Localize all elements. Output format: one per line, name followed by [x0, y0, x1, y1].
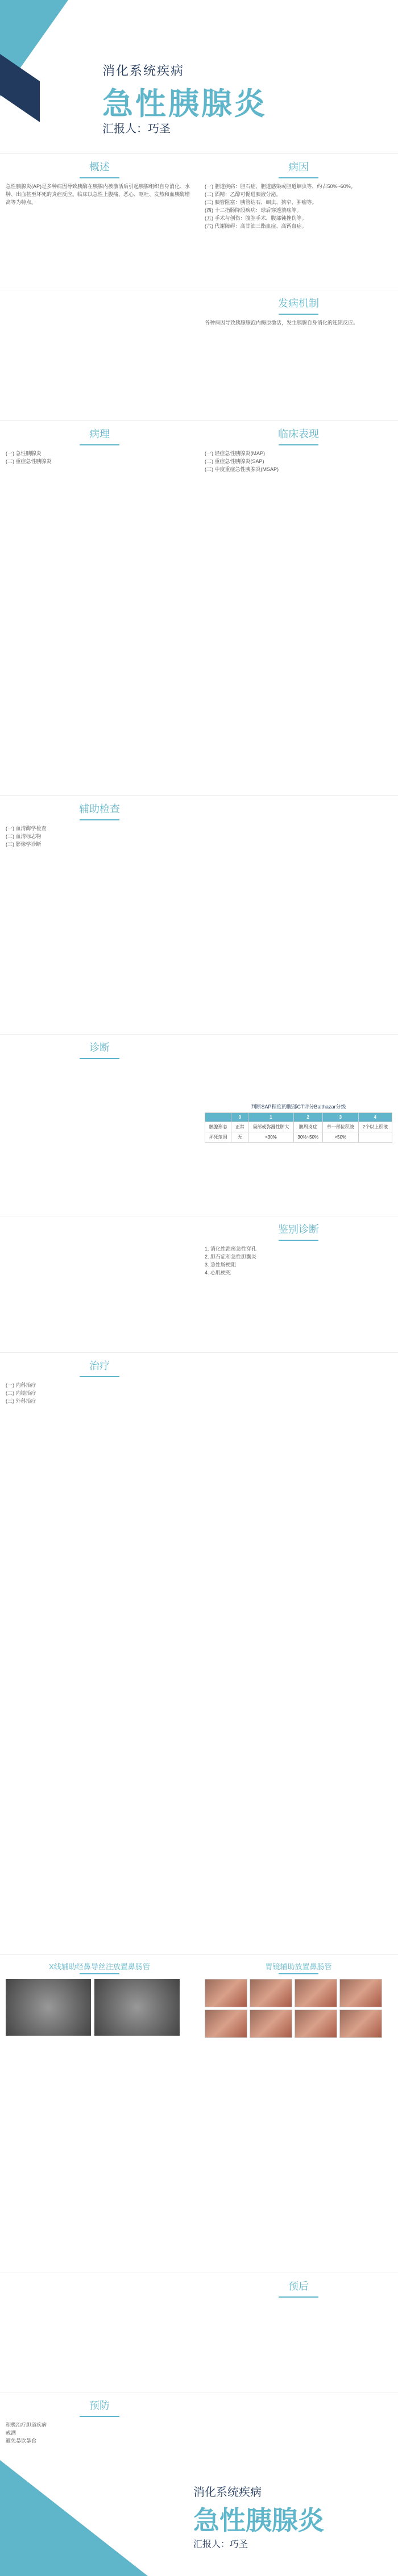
- diff-item: 3. 急性肠梗阻: [205, 1261, 237, 1268]
- table-row: [205, 1122, 392, 1132]
- end-subtitle: 消化系统疾病: [193, 2486, 262, 2499]
- section-title: 病理: [6, 427, 193, 445]
- pathology-item: (二) 重症急性胰腺炎: [6, 458, 52, 464]
- etiology-item: (三) 胰管阻塞：胰管结石、蛔虫、狭窄、肿瘤等。: [205, 199, 317, 205]
- table-cell: <30%: [248, 1132, 293, 1143]
- treatment-item: (三) 外科治疗: [6, 1398, 36, 1404]
- table-cell: 无: [231, 1132, 248, 1143]
- treatment-panel: [6, 1358, 193, 1406]
- pathology-panel: [6, 427, 193, 466]
- endoscopy-image: [250, 2010, 292, 2038]
- slide-treatment: [0, 1352, 398, 1523]
- exams-panel: [6, 802, 193, 849]
- table-cell: 胰周炎症: [293, 1122, 322, 1132]
- table-row: [205, 1132, 392, 1143]
- section-title: 预防: [6, 2398, 193, 2417]
- table-header: 1: [248, 1113, 293, 1122]
- treatment-item: (一) 内科治疗: [6, 1382, 36, 1388]
- prevention-item: 积极治疗胆道疾病: [6, 2421, 47, 2428]
- diagnosis-panel: [6, 1040, 193, 1064]
- differential-panel: [205, 1222, 392, 1277]
- image-caption: 胃镜辅助放置鼻肠管: [205, 1961, 392, 1974]
- xray-image: [94, 1979, 180, 2036]
- table-cell: 正常: [231, 1122, 248, 1132]
- exam-item: (二) 血清标志物: [6, 833, 42, 839]
- clinical-item: (三) 中度重症急性胰腺炎(MSAP): [205, 466, 279, 472]
- etiology-item: (五) 手术与创伤：腹腔手术、腹部钝挫伤等。: [205, 215, 307, 221]
- section-title: 病因: [205, 160, 392, 178]
- etiology-item: (六) 代谢障碍：高甘油三酯血症、高钙血症。: [205, 223, 307, 229]
- endoscopy-image: [205, 2010, 247, 2038]
- slide-prognosis: [0, 2273, 398, 2386]
- end-title: 急性胰腺炎: [193, 2506, 324, 2535]
- overview-text: 急性胰腺炎(AP)是多种病因导致胰酶在胰腺内被激活后引起胰腺组织自身消化、水肿、出血甚至坏死的炎症反应。临床以急性上腹痛、恶心、呕吐、发热和血胰酶增高等为特点。: [6, 183, 190, 205]
- mechanism-text: 各种病因导致胰腺腺泡内酶原激活，发生胰腺自身消化的连锁反应。: [205, 319, 359, 326]
- prevention-panel: [6, 2398, 193, 2445]
- slide-pathology: [0, 420, 398, 591]
- endoscopy-image: [295, 2010, 337, 2038]
- slide-differential: [0, 1216, 398, 1347]
- end-slide: [0, 2460, 398, 2576]
- clinical-item: (二) 重症急性胰腺炎(SAP): [205, 458, 264, 464]
- xray-image: [6, 1979, 91, 2036]
- cover-subtitle: 消化系统疾病: [102, 64, 185, 78]
- balthazar-table-wrap: [205, 1103, 392, 1143]
- table-cell: 30%~50%: [293, 1132, 322, 1143]
- table-header: 4: [358, 1113, 392, 1122]
- slide-images: [0, 1954, 398, 2057]
- table-cell: [358, 1132, 392, 1143]
- section-title: 治疗: [6, 1358, 193, 1377]
- image-panel-left: [6, 1961, 193, 2036]
- slide-mechanism: [0, 290, 398, 415]
- clinical-item: (一) 轻症急性胰腺炎(MAP): [205, 450, 265, 456]
- section-title: 诊断: [6, 1040, 193, 1059]
- endoscopy-image: [339, 2010, 382, 2038]
- end-decoration: [0, 2460, 148, 2576]
- table-header: 2: [293, 1113, 322, 1122]
- section-title: 临床表现: [205, 427, 392, 445]
- table-cell: 单一部位积液: [322, 1122, 358, 1132]
- endoscopy-image: [339, 1979, 382, 2007]
- endoscopy-image: [295, 1979, 337, 2007]
- section-title: 预后: [205, 2279, 392, 2298]
- slide-diagnosis: [0, 1034, 398, 1204]
- table-header: 0: [231, 1113, 248, 1122]
- diff-item: 1. 消化性溃疡急性穿孔: [205, 1245, 257, 1252]
- mechanism-panel: [205, 296, 392, 327]
- cover-author: 汇报人：巧圣: [102, 123, 171, 135]
- etiology-panel: [205, 160, 392, 231]
- exam-item: (一) 血清酶学检查: [6, 825, 47, 831]
- slide-exams: [0, 795, 398, 966]
- section-title: 辅助检查: [6, 802, 193, 820]
- etiology-item: (一) 胆道疾病：胆石症、胆道感染或胆道蛔虫等，约占50%~60%。: [205, 183, 356, 189]
- table-header: [205, 1113, 231, 1122]
- prevention-item: 戒酒: [6, 2429, 16, 2436]
- table-cell: 局部或弥漫性肿大: [248, 1122, 293, 1132]
- section-title: 鉴别诊断: [205, 1222, 392, 1241]
- prognosis-panel: [205, 2279, 392, 2302]
- cover-slide: [0, 0, 398, 148]
- table-cell: 2个以上积液: [358, 1122, 392, 1132]
- table-cell: 坏死范围: [205, 1132, 231, 1143]
- image-caption: X线辅助经鼻导丝注放置鼻肠管: [6, 1961, 193, 1974]
- etiology-item: (四) 十二指肠降段疾病：球后穿透溃疡等。: [205, 207, 302, 213]
- exam-item: (三) 影像学诊断: [6, 841, 42, 847]
- slide-overview: [0, 153, 398, 284]
- end-author: 汇报人：巧圣: [193, 2540, 248, 2549]
- table-cell: >50%: [322, 1132, 358, 1143]
- image-panel-right: [205, 1961, 392, 2038]
- diff-item: 4. 心肌梗死: [205, 1269, 231, 1276]
- section-title: 发病机制: [205, 296, 392, 315]
- prevention-item: 避免暴饮暴食: [6, 2437, 37, 2444]
- overview-panel: [6, 160, 193, 207]
- etiology-item: (二) 酒精：乙醇可促进胰液分泌。: [205, 191, 281, 197]
- clinical-panel: [205, 427, 392, 474]
- table-cell: 胰腺形态: [205, 1122, 231, 1132]
- cover-title: 急性胰腺炎: [102, 87, 267, 121]
- diff-item: 2. 胆石症和急性胆囊炎: [205, 1253, 257, 1260]
- slide-prevention: [0, 2392, 398, 2454]
- section-title: 概述: [6, 160, 193, 178]
- pathology-item: (一) 急性胰腺炎: [6, 450, 42, 456]
- table-header: 3: [322, 1113, 358, 1122]
- endoscopy-image: [205, 1979, 247, 2007]
- endoscopy-image: [250, 1979, 292, 2007]
- balthazar-table: [205, 1112, 392, 1143]
- treatment-item: (二) 内镜治疗: [6, 1390, 36, 1396]
- table-title: 判断SAP程度的腹部CT评分Balthazar分级: [251, 1104, 346, 1110]
